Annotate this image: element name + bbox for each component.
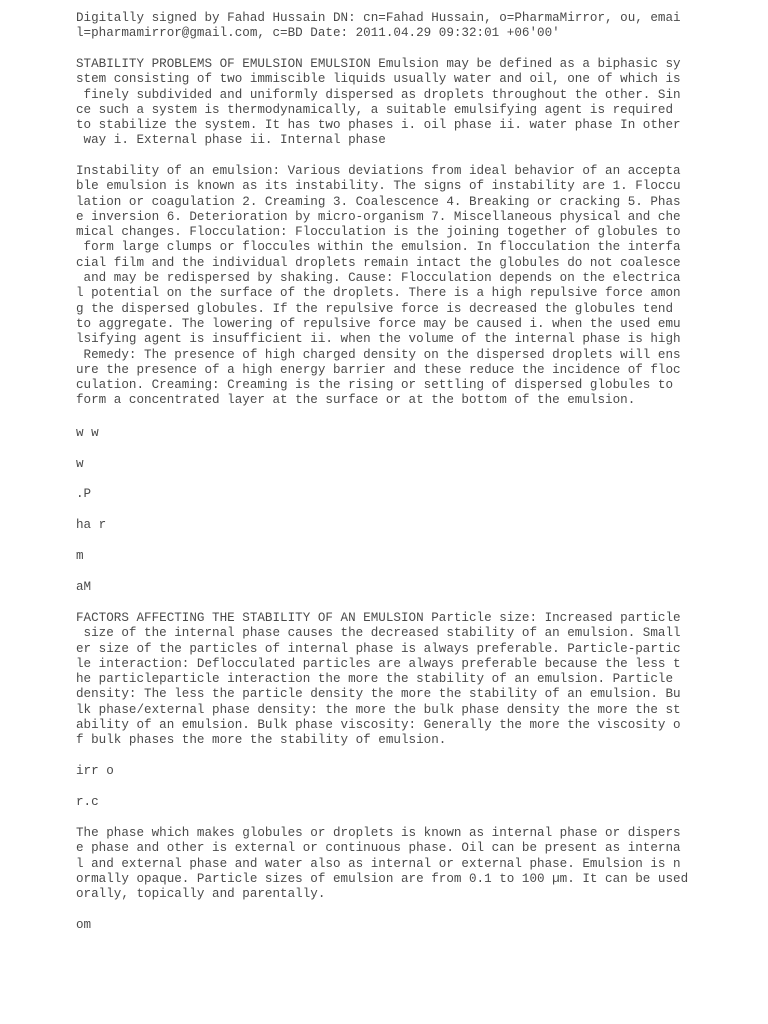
- paragraph-stability-problems: STABILITY PROBLEMS OF EMULSION EMULSION Emulsion may be defined as a biphasic sy stem consisting of two immiscible liquids usually water and oil, one of which is finely subdivided and uniformly dispersed as droplets throughout the other. Sin ce such a system is thermodynamically, a suitable emulsifying agent is required to stabilize the system. It has two phases i. oil phase ii. water phase In other way i. External phase ii. Internal phase: [76, 57, 681, 148]
- paragraph-internal-external-phase: The phase which makes globules or droplets is known as internal phase or dispers e phase and other is external or continuous phase. Oil can be present as interna l and external phase and water also as internal or external phase. Emulsion is n ormally opaque. Particle sizes of emulsion are from 0.1 to 100 µm. It can be used orally, topically and parentally.: [76, 826, 689, 902]
- paragraph-factors-affecting-stability: FACTORS AFFECTING THE STABILITY OF AN EMULSION Particle size: Increased particle size of the internal phase causes the decreased stability of an emulsion. Small er size of the particles of internal phase is always preferable. Particle-partic le interaction: Deflocculated particles are always preferable because the less t he particleparticle interaction the more the stability of an emulsion. Particle density: The less the particle density the more the stability of an emulsion. Bu lk phase/external phase density: the more the bulk phase density the more the st ability of an emulsion. Bulk phase viscosity: Generally the more the viscosity o f bulk phases the more the stability of emulsion.: [76, 611, 681, 748]
- watermark-fragment: m: [76, 549, 84, 563]
- digital-signature-line: Digitally signed by Fahad Hussain DN: cn=Fahad Hussain, o=PharmaMirror, ou, emai l=pharmamirror@gmail.com, c=BD Date: 2011.04.29 09:32:01 +06'00': [76, 11, 681, 41]
- watermark-fragment: w: [76, 457, 84, 471]
- watermark-fragment: irr o: [76, 764, 114, 778]
- watermark-fragment: om: [76, 918, 92, 932]
- watermark-fragment: ha r: [76, 518, 107, 532]
- watermark-fragment: aM: [76, 580, 92, 594]
- watermark-fragment: r.c: [76, 795, 99, 809]
- watermark-fragment: .P: [76, 487, 92, 501]
- watermark-fragment: w w: [76, 426, 99, 440]
- paragraph-instability: Instability of an emulsion: Various deviations from ideal behavior of an accepta ble emulsion is known as its instability. The signs of instability are 1. Floccu lation or coagulation 2. Creaming 3. Coalescence 4. Breaking or cracking 5. Phas e inversion 6. Deterioration by micro-organism 7. Miscellaneous physical and che mical changes. Flocculation: Flocculation is the joining together of globules to form large clumps or floccules within the emulsion. In flocculation the interfa cial film and the individual droplets remain intact the globules do not coalesce and may be redispersed by shaking. Cause: Flocculation depends on the electrica l potential on the surface of the droplets. There is a high repulsive force amon g the dispersed globules. If the repulsive force is decreased the globules tend to aggregate. The lowering of repulsive force may be caused i. when the used emu lsifying agent is insufficient ii. when the volume of the internal phase is high Remedy: The presence of high charged density on the dispersed droplets will ens ure the presence of a high energy barrier and these reduce the incidence of floc culation. Creaming: Creaming is the rising or settling of dispersed globules to form a concentrated layer at the surface or at the bottom of the emulsion.: [76, 164, 681, 408]
